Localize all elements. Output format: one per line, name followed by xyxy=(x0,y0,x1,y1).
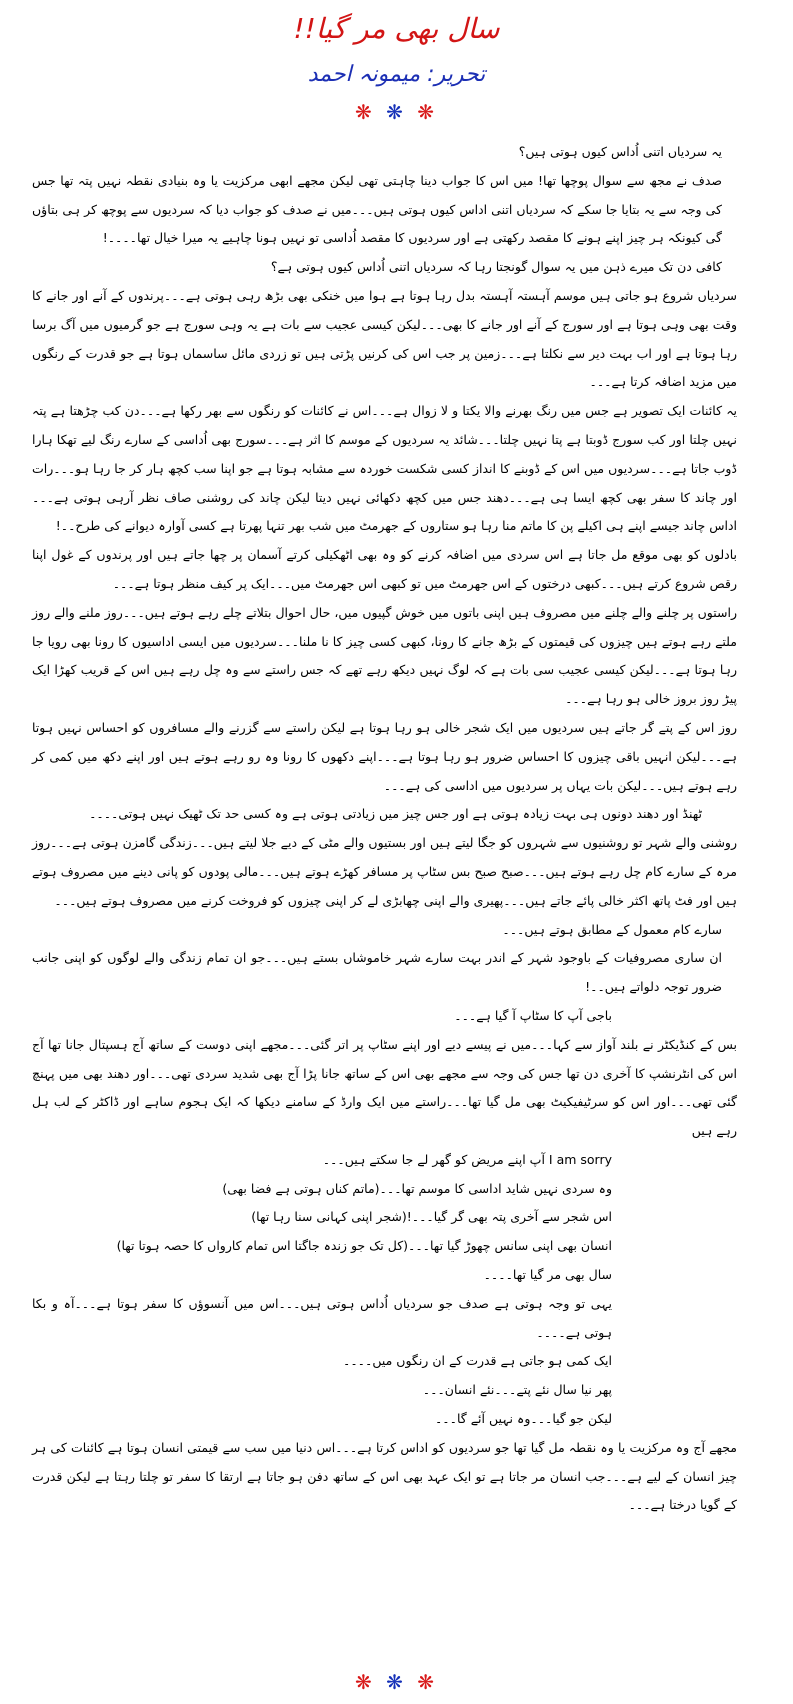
article-paragraph: روشنی والے شہر تو روشنیوں سے شہروں کو جگا لیتے ہیں اور بستیوں والے مٹی کے دیے جلا لیتے ہیں۔۔۔زندگی گامزن ہوتی ہے۔۔۔روز مرہ کے سارے کام چل رہے ہوتے ہیں۔۔۔صبح صبح بس سٹاپ پر مسافر کھڑے ہوتے ہیں۔۔۔مالی پودوں کو پانی دینے میں مصروف ہوتے ہیں اور فٹ پاتھ اکثر خالی پائے جاتے ہیں۔۔۔پھیری والے اپنی چھابڑی لے کر اپنی چیزوں کو فروخت کرنے میں مصروف ہوتے ہیں۔۔۔ xyxy=(32,835,737,908)
article-paragraph: اس شجر سے آخری پتہ بھی گر گیا۔۔۔!(شجر اپنی کہانی سنا رہا تھا) xyxy=(251,1209,612,1225)
article-paragraph: بادلوں کو بھی موقع مل جاتا ہے اس سردی میں اضافہ کرنے کو وہ بھی اٹھکیلی کرتے آسمان پر چھا جاتے ہیں اور پرندوں کے غول اپنا رقص شروع کرتے ہیں۔۔۔کبھی درختوں کے اس جھرمٹ میں تو کبھی اس جھرمٹ میں۔۔۔ایک پر کیف منظر ہوتا ہے۔۔۔ xyxy=(32,547,737,591)
article-paragraph: مجھے آج وہ مرکزیت یا وہ نقطہ مل گیا تھا جو سردیوں کو اداس کرتا ہے۔۔۔اس دنیا میں سب سے قیمتی انسان ہوتا ہے کائنات کی ہر چیز انسان کے لیے ہے۔۔۔جب انسان مر جاتا ہے تو ایک عہد بھی اس کے ساتھ دفن ہو جاتا ہے ارتقا کا سفر تو چلتا رہتا ہے لیکن قدرت کے گویا درختا ہے۔۔۔ xyxy=(32,1439,737,1513)
article-paragraph: سردیاں شروع ہو جاتی ہیں موسم آہستہ آہستہ بدل رہا ہوتا ہے ہوا میں خنکی بھی بڑھ رہی ہوتی ہے۔۔۔پرندوں کے آنے اور جانے کا وقت بھی وہی ہوتا ہے اور سورج کے آنے اور جانے کا بھی۔۔۔لیکن کیسی عجیب سے بات ہے یہ وہی سورج ہے جو گرمیوں میں آگ برسا رہا ہوتا ہے اور اب بہت دیر سے نکلتا ہے۔۔۔زمین پر جب اس کی کرنیں پڑتی ہیں تو زردی مائل ساسماں ہوتا ہے جو قدرت کے رنگوں میں مزید اضافہ کرتا ہے۔۔۔ xyxy=(32,287,737,390)
article-paragraph: باجی آپ کا سٹاپ آ گیا ہے۔۔۔ xyxy=(454,1007,612,1023)
article-paragraph: راستوں پر چلنے والے چلنے میں مصروف ہیں اپنی باتوں میں خوش گپیوں میں، حال احوال بتلاتے چلے رہے ہوتے ہیں۔۔۔روز ملنے والے روز ملتے رہے ہوتے ہیں چیزوں کی قیمتوں کے بڑھ جانے کا رونا، کبھی کسی چیز کا نا ملنا۔۔۔سردیوں میں ایسی اداسیوں کا رونا بھی رویا جا رہا ہوتا ہے۔۔۔لیکن کیسی عجیب سی بات ہے کہ لوگ نہیں دیکھ رہے تھے کہ جس راستے سے وہ چل رہے ہیں اس کے قریب کھڑا ایک پیڑ روز بروز خالی ہو رہا ہے۔۔۔ xyxy=(32,604,737,707)
article-paragraph: پھر نیا سال نئے پتے۔۔۔نئے انسان۔۔۔ xyxy=(422,1382,612,1398)
article-paragraph: روز اس کے پتے گر جاتے ہیں سردیوں میں ایک شجر خالی ہو رہا ہوتا ہے لیکن راستے سے گزرنے والے مسافروں کو احساس نہیں ہوتا ہے۔۔۔لیکن انہیں باقی چیزوں کا احساس ضرور ہو رہا ہوتا ہے۔۔۔اپنے دکھوں کا رونا وہ رو رہے ہوتے ہیں اور اپنے دکھ میں کمی کر رہے ہوتے ہیں۔۔۔لیکن بات یہاں پر سردیوں میں اداسی کی ہے۔۔۔ xyxy=(32,719,737,793)
article-author: تحریر: میمونہ احمد xyxy=(307,62,486,87)
article-paragraph: سارے کام معمول کے مطابق ہوتے ہیں۔۔۔ xyxy=(502,921,722,937)
article-paragraph: ان ساری مصروفیات کے باوجود شہر کے اندر بہت سارے شہر خاموشاں بستے ہیں۔۔۔جو ان تمام زندگی والے لوگوں کو اپنی جانب ضرور توجہ دلواتے ہیں۔۔! xyxy=(32,950,722,995)
article-paragraph: بس کے کنڈیکٹر نے بلند آواز سے کہا۔۔۔میں نے پیسے دیے اور اپنے سٹاپ پر اتر گئی۔۔۔مجھے اپنی دوست کے ساتھ آج ہسپتال جانا تھا آج اس کی انٹرنشپ کا آخری دن تھا جس کی وجہ سے مجھے بھی اس کے ساتھ جانا پڑا آج بھی شدید سردی تھی۔۔۔اور دھند بھی میں پہنچ گئی تھی۔۔۔اور اس کو سرٹیفیکیٹ بھی مل گیا تھا۔۔۔راستے میں ایک وارڈ کے سامنے دیکھا کہ ایک ہجوم ساہے اور ڈاکٹر کے لب ہل رہے ہیں xyxy=(32,1036,737,1139)
article-paragraph: وہ سردی نہیں شاید اداسی کا موسم تھا۔۔۔(ماتم کناں ہوتی ہے فضا بھی) xyxy=(222,1180,612,1196)
article-paragraph: یہ سردیاں اتنی اُداس کیوں ہوتی ہیں؟ xyxy=(518,144,722,159)
article-paragraph: صدف نے مجھ سے سوال پوچھا تھا! میں اس کا جواب دینا چاہتی تھی لیکن مجھے ابھی مرکزیت یا وہ بنیادی نقطہ نہیں پتہ تھا جس کی وجہ سے یہ بتایا جا سکے کہ سردیاں اتنی اداس کیوں ہوتی ہیں۔۔۔میں نے صدف کو جواب دیا کہ سردیوں سے پوچھ کر ہی بتاؤں گی کیونکہ ہر چیز اپنے ہونے کا مقصد رکھتی ہے اور سردیوں کا مقصد اُداسی تو نہیں ہونا چاہیے یہ میرا خیال تھا۔۔۔۔! xyxy=(32,172,722,246)
article-paragraph: ایک کمی ہو جاتی ہے قدرت کے ان رنگوں میں۔۔۔۔ xyxy=(343,1353,612,1369)
article-body xyxy=(32,138,762,1520)
article-paragraph: کافی دن تک میرے ذہن میں یہ سوال گونجتا رہا کہ سردیاں اتنی اُداس کیوں ہوتی ہے؟ xyxy=(270,259,722,275)
top-ornament xyxy=(0,100,793,124)
flower-icon: ❋ xyxy=(386,100,407,124)
article-paragraph: یہ کائنات ایک تصویر ہے جس میں رنگ بھرنے والا یکتا و لا زوال ہے۔۔۔اس نے کائنات کو رنگوں سے بھر رکھا ہے۔۔۔دن کب چڑھتا ہے پتہ نہیں چلتا اور کب سورج ڈوبتا ہے پتا نہیں چلتا۔۔۔شائد یہ سردیوں کے موسم کا اثر ہے۔۔۔سورج بھی اُداسی کے سارے رنگ لیے تھکا ہارا ڈوب جاتا ہے۔۔۔سردیوں میں اس کے ڈوبنے کا انداز کسی شکست خوردہ سے مشابہ ہوتا ہے جو اپنا سب کچھ ہار کر جا رہا ہو۔۔۔رات اور چاند کا سفر بھی کچھ ایسا ہی ہے۔۔۔دھند جس میں کچھ دکھائی نہیں دیتا لیکن چاند کی روشنی صاف نظر آرہی ہوتی ہے۔۔۔اداس چاند جیسے اپنے ہی اکیلے پن کا ماتم منا رہا ہو ستاروں کے جھرمٹ میں شب بھر تنہا پھرتا ہے کسی آوارہ دیوانے کی طرح۔۔! xyxy=(32,403,737,534)
article-title: سال بھی مر گیا!! xyxy=(293,12,500,45)
article-paragraph: ٹھنڈ اور دھند دونوں ہی بہت زیادہ ہوتی ہے اور جس چیز میں زیادتی ہوتی ہے وہ کسی حد تک ٹھیک نہیں ہوتی۔۔۔۔ xyxy=(89,806,702,822)
article-paragraph: یہی تو وجہ ہوتی ہے صدف جو سردیاں اُداس ہوتی ہیں۔۔۔اس میں آنسوؤں کا سفر ہوتا ہے۔۔۔آہ و بکا ہوتی ہے۔۔۔۔ xyxy=(32,1295,612,1340)
article-paragraph: سال بھی مر گیا تھا۔۔۔۔ xyxy=(483,1267,612,1283)
bottom-ornament xyxy=(0,1670,793,1694)
flower-icon: ❋ xyxy=(417,100,438,124)
article-paragraph: لیکن جو گیا۔۔۔وہ نہیں آئے گا۔۔۔ xyxy=(434,1411,612,1427)
flower-icon: ❋ xyxy=(354,100,376,124)
flower-icon: ❋ xyxy=(386,1670,407,1694)
flower-icon: ❋ xyxy=(354,1670,376,1694)
flower-icon: ❋ xyxy=(417,1670,438,1694)
article-paragraph: انسان بھی اپنی سانس چھوڑ گیا تھا۔۔۔(کل تک جو زندہ جاگتا اس تمام کارواں کا حصہ ہوتا تھا) xyxy=(116,1238,612,1254)
article-paragraph: I am sorry آپ اپنے مریض کو گھر لے جا سکتے ہیں۔۔۔ xyxy=(322,1151,612,1167)
